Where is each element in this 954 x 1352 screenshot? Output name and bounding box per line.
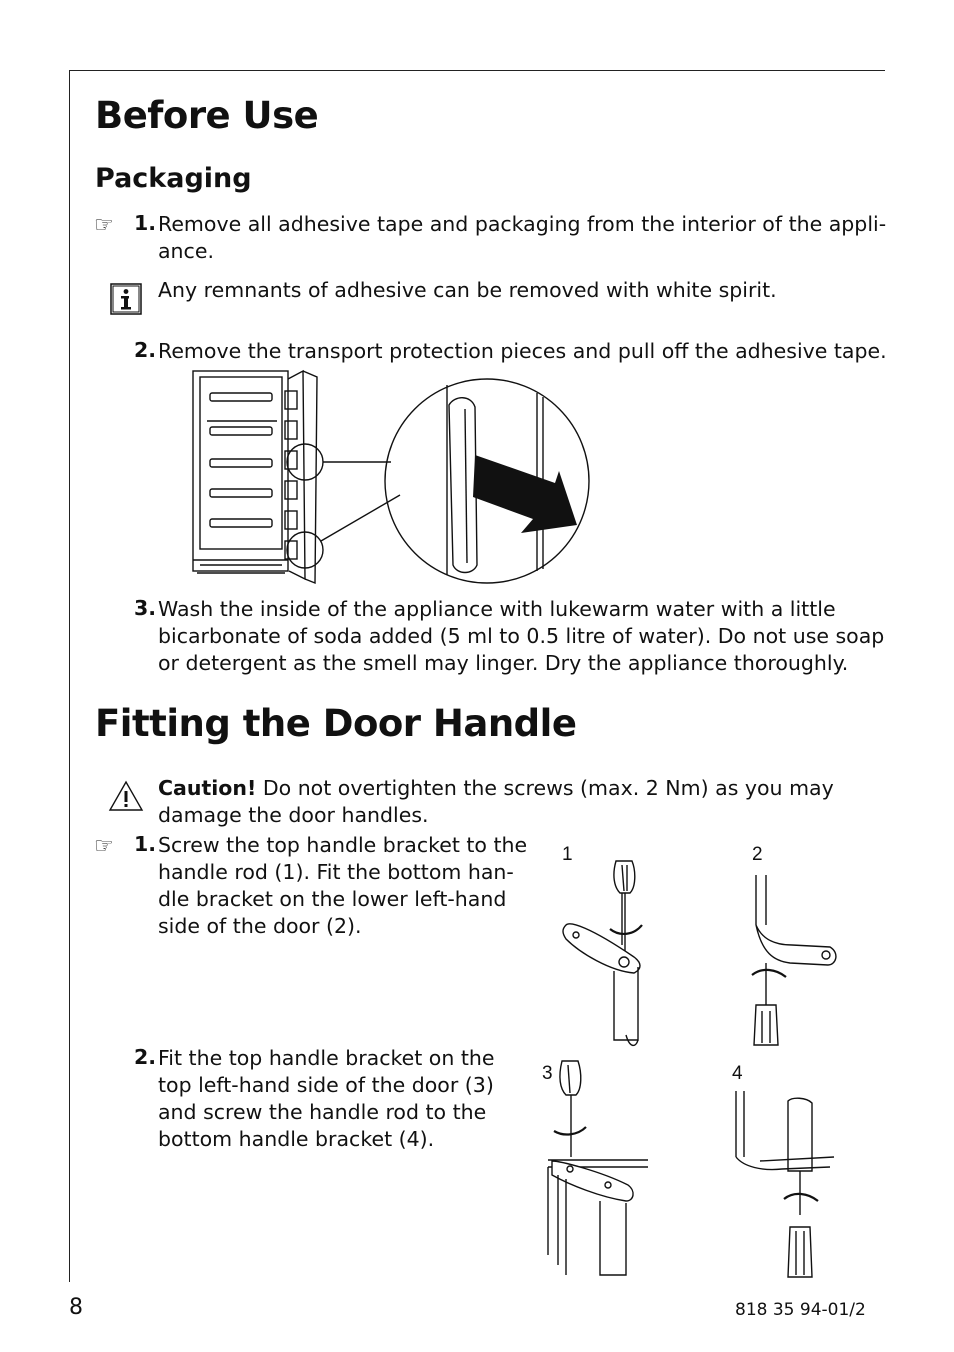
top-rule [69,70,885,71]
figure-label-2: 2 [752,844,763,865]
info-note-text: Any remnants of adhesive can be removed with white spirit. [158,278,777,302]
step-number: 1. [134,211,157,235]
text-line: dle bracket on the lower left-hand [158,887,507,911]
text-line: ance. [158,239,214,263]
text-line: Wash the inside of the appliance with lukewarm water with a little [158,597,836,621]
text-line: top left-hand side of the door (3) [158,1073,494,1097]
subheading-packaging: Packaging [95,163,252,194]
text-line: Fit the top handle bracket on the [158,1046,495,1070]
section-title-before-use: Before Use [95,94,319,137]
figure-label-3: 3 [542,1063,553,1084]
step-number: 1. [134,832,157,856]
step-text [158,832,527,940]
left-rule [69,70,70,1282]
freezer-transport-protection-illustration [185,365,600,590]
text-line: or detergent as the smell may linger. Dry the appliance thoroughly. [158,651,849,675]
step-text [158,1045,494,1153]
page-number: 8 [69,1295,83,1320]
warning-triangle-icon [108,780,144,812]
figure-label-1: 1 [562,844,573,865]
text-line: Screw the top handle bracket to the [158,833,528,857]
caution-label: Caution! [158,776,257,800]
step-number: 3. [134,596,157,620]
pointing-hand-icon: ☞ [94,213,114,238]
text-line: Remove all adhesive tape and packaging from the interior of the appli- [158,212,887,236]
step-number: 2. [134,338,157,362]
text-line: side of the door (2). [158,914,362,938]
text-line: bottom handle bracket (4). [158,1127,435,1151]
step-number: 2. [134,1045,157,1069]
document-code: 818 35 94-01/2 [735,1300,866,1320]
step-text [158,211,886,265]
section-title-door-handle: Fitting the Door Handle [95,702,577,745]
figure-label-4: 4 [732,1063,743,1084]
step-text: Remove the transport protection pieces and pull off the adhesive tape. [158,339,887,363]
text-line: and screw the handle rod to the [158,1100,487,1124]
text-line: damage the door handles. [158,803,429,827]
pointing-hand-icon: ☞ [94,834,114,859]
text-line: Do not overtighten the screws (max. 2 Nm) as you may [256,776,834,800]
text-line: bicarbonate of soda added (5 ml to 0.5 litre of water). Do not use soap [158,624,885,648]
step-text [158,596,884,677]
door-handle-fitting-illustration [530,835,850,1285]
text-line: handle rod (1). Fit the bottom han- [158,860,514,884]
caution-text [158,775,834,829]
info-icon [110,283,142,315]
